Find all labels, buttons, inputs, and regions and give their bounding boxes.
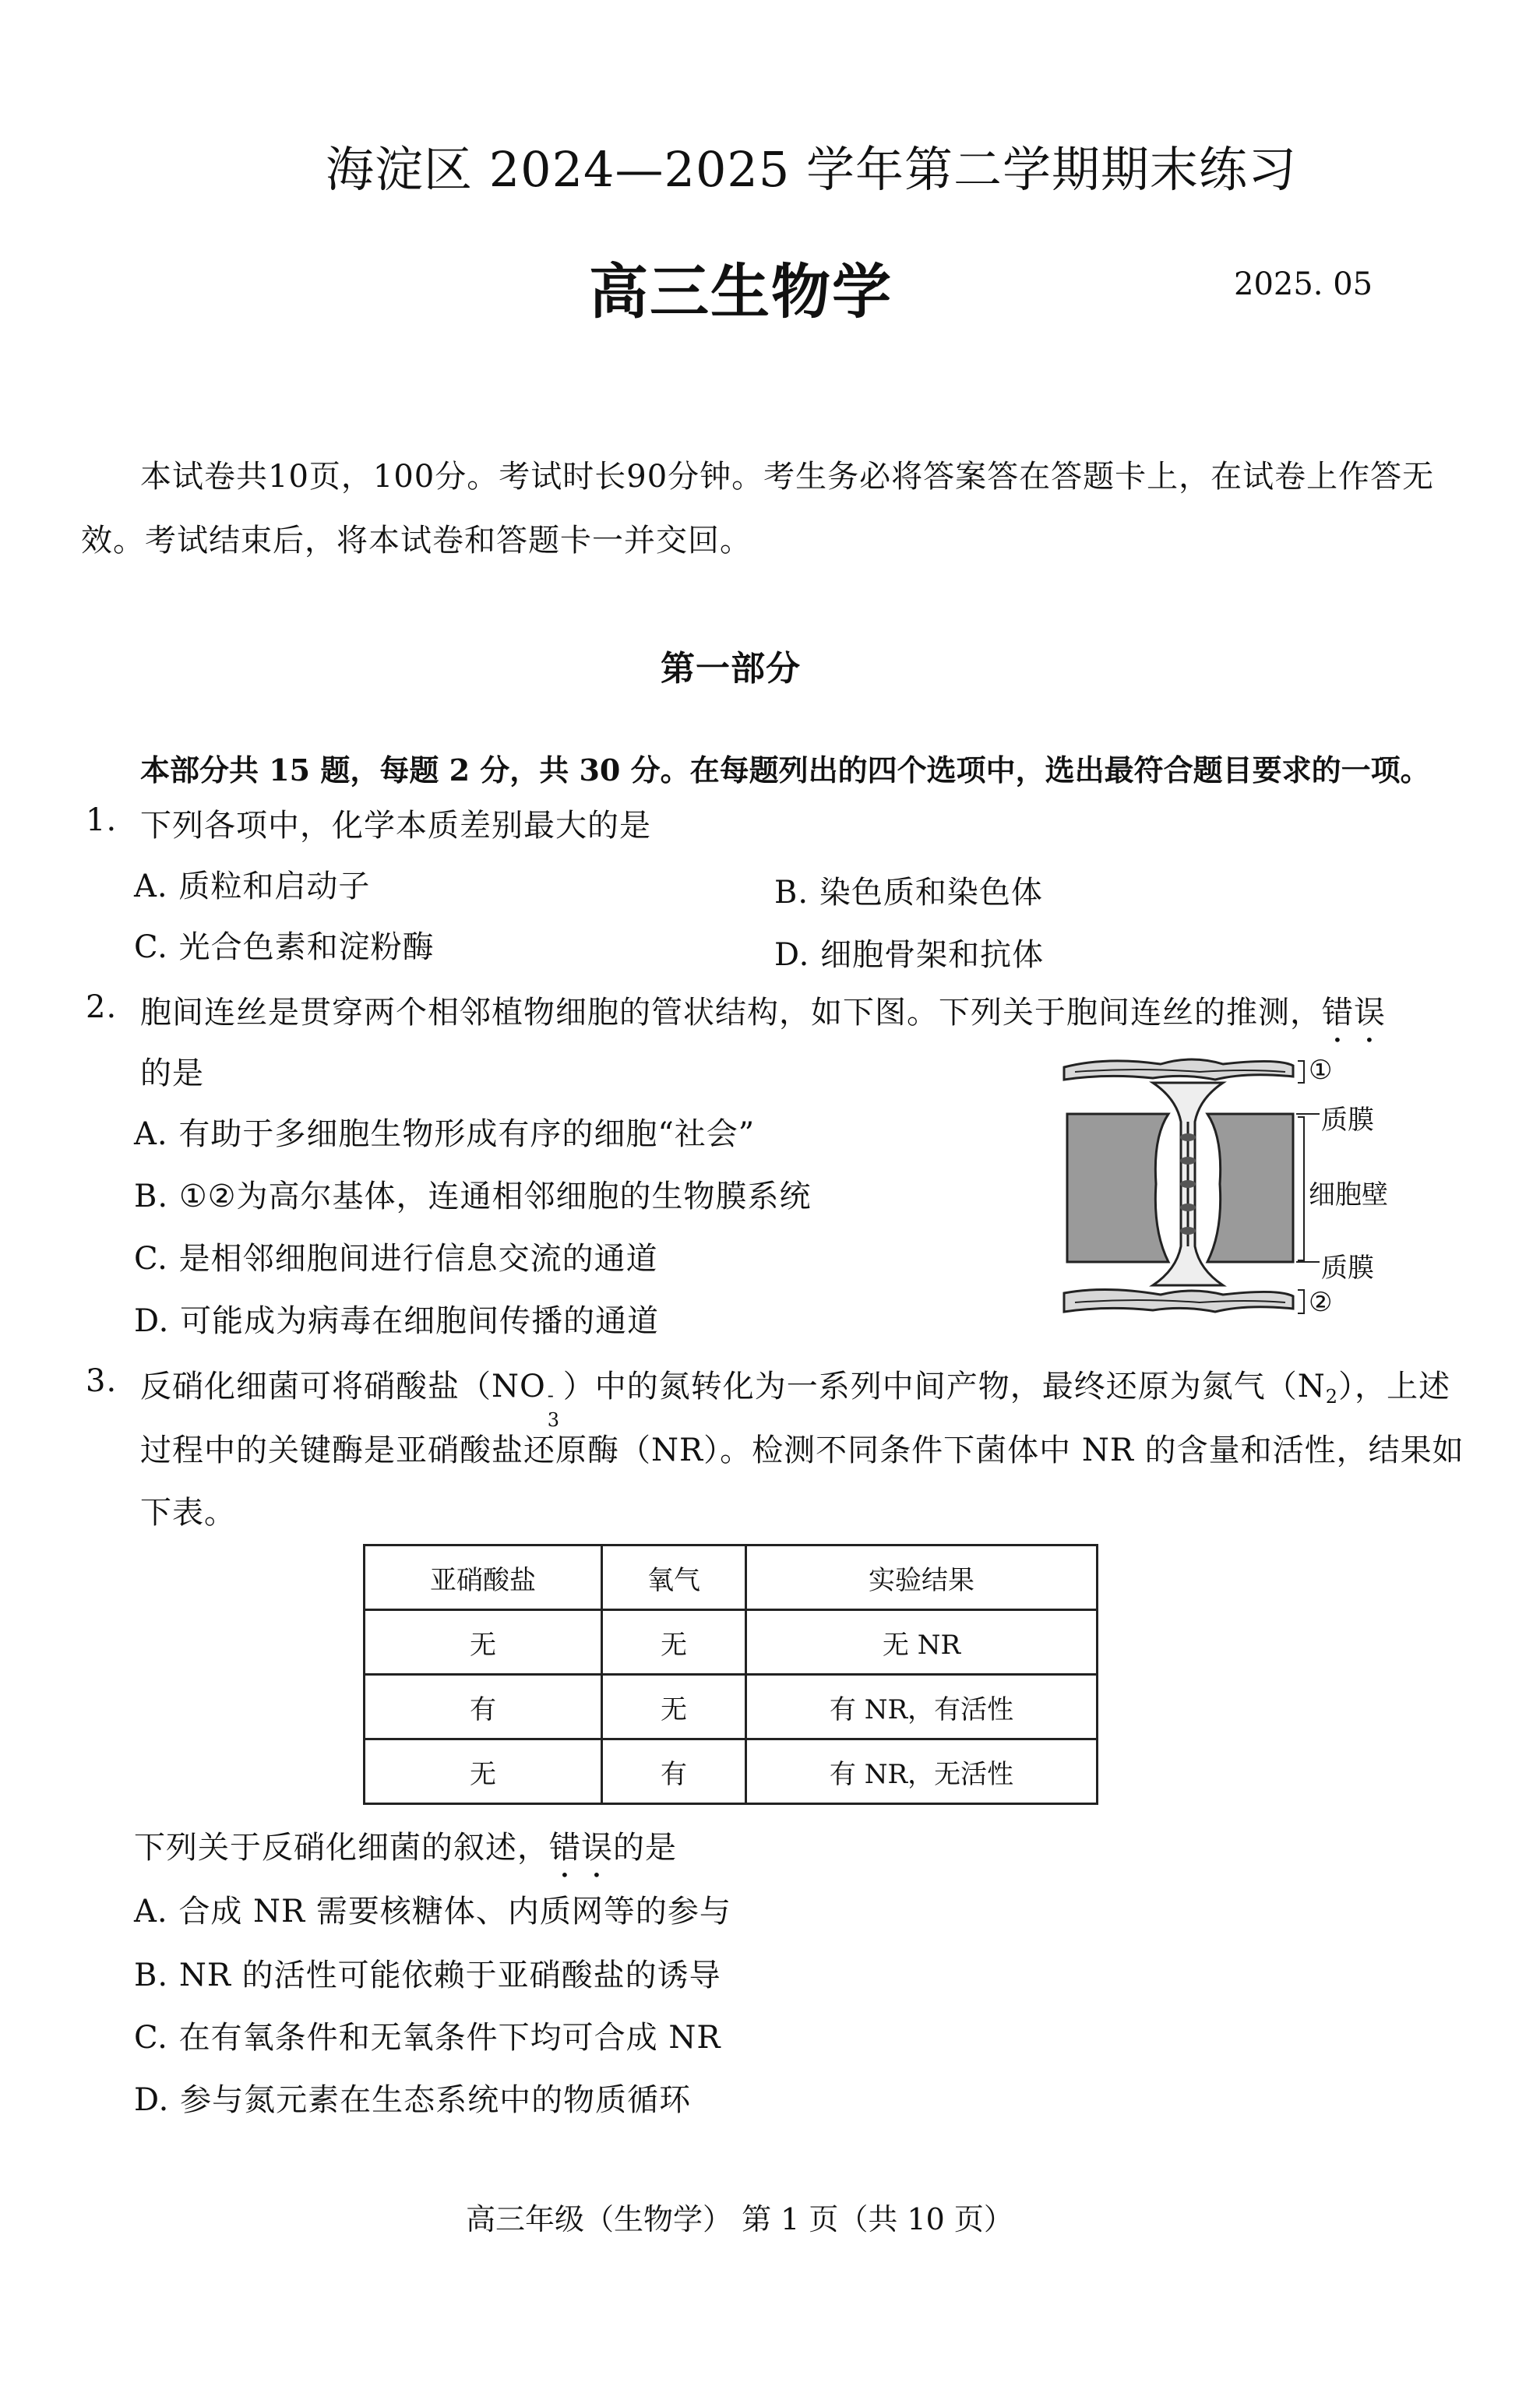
q2-option-d: D. 可能成为病毒在细胞间传播的通道 [134,1303,660,1339]
table-header: 氧气 [602,1545,746,1610]
page-footer: 高三年级（生物学） 第 1 页（共 10 页） [466,2202,1013,2236]
q1-stem: 下列各项中，化学本质差别最大的是 [140,808,651,844]
figure-label-1: ① [1309,1055,1333,1086]
figure-label-2: ② [1309,1287,1333,1318]
table-cell: 无 [365,1739,602,1804]
q3-n2-subscript: 2 [1325,1386,1339,1408]
q2-stem-line2: 的是 [140,1056,204,1091]
q3-stem [134,1823,677,1884]
q2-option-a: A. 有助于多细胞生物形成有序的细胞“社会” [134,1116,756,1152]
q3-stem-text: 下列关于反硝化细菌的叙述， [134,1830,549,1866]
q1-option-d: D. 细胞骨架和抗体 [774,937,1045,973]
q3-line-1a: 反硝化细菌可将硝酸盐（NO [140,1369,546,1404]
q3-nitrate-subscript: 3 [547,1409,561,1431]
q3-number: 3. [86,1363,118,1399]
exam-date: 2025. 05 [1234,266,1373,302]
table-cell: 有 [602,1739,746,1804]
subject-title: 高三生物学 [589,257,893,326]
q1-option-a: A. 质粒和启动子 [134,869,371,904]
q1-option-c: C. 光合色素和淀粉酶 [134,929,435,965]
table-header: 亚硝酸盐 [365,1545,602,1610]
figure-label-membrane-bottom: 质膜 [1321,1253,1374,1284]
q3-line-2: 过程中的关键酶是亚硝酸盐还原酶（NR）。检测不同条件下菌体中 NR 的含量和活性，结果如 [140,1433,1464,1468]
table-cell: 无 NR [746,1610,1098,1675]
part-heading: 第一部分 [661,649,801,689]
q3-option-d: D. 参与氮元素在生态系统中的物质循环 [134,2082,692,2118]
q3-line-3: 下表。 [140,1495,236,1531]
q3-option-c: C. 在有氧条件和无氧条件下均可合成 NR [134,2020,721,2056]
table-cell: 有 NR，有活性 [746,1675,1098,1739]
intro-line-2: 效。考试结束后，将本试卷和答题卡一并交回。 [81,523,752,559]
table-cell: 有 [365,1675,602,1739]
table-row [365,1675,1098,1739]
q1-number: 1. [86,802,118,838]
q2-option-b: B. ①②为高尔基体，连通相邻细胞的生物膜系统 [134,1179,812,1214]
q3-option-a: A. 合成 NR 需要核糖体、内质网等的参与 [134,1894,731,1930]
table-row [365,1739,1098,1804]
q3-stem-end: 的是 [613,1830,677,1866]
figure-label-membrane-top: 质膜 [1321,1105,1374,1136]
exam-title: 海淀区 2024—2025 学年第二学期期末练习 [326,141,1297,198]
q2-stem [140,988,1386,1049]
q2-number: 2. [86,989,118,1025]
table-row [365,1610,1098,1675]
intro-line-1: 本试卷共10页，100分。考试时长90分钟。考生务必将答案答在答题卡上，在试卷上作答无 [140,459,1435,495]
table-cell: 无 [365,1610,602,1675]
part-instructions: 本部分共 15 题，每题 2 分，共 30 分。在每题列出的四个选项中，选出最符合题目要求的一项。 [140,752,1430,788]
q3-option-b: B. NR 的活性可能依赖于亚硝酸盐的诱导 [134,1958,721,1993]
table-header: 实验结果 [746,1545,1098,1610]
q3-line-1c: ），上述 [1338,1369,1451,1404]
table-cell: 有 NR，无活性 [746,1739,1098,1804]
q1-option-b: B. 染色质和染色体 [774,875,1043,911]
q3-line-1 [140,1362,1451,1431]
figure-label-cell-wall: 细胞壁 [1309,1179,1388,1211]
q2-stem-emphasis: 错误 [1322,995,1386,1031]
q3-line-1b: ）中的氮转化为一系列中间产物，最终还原为氮气（N [562,1369,1326,1404]
q2-stem-text: 胞间连丝是贯穿两个相邻植物细胞的管状结构，如下图。下列关于胞间连丝的推测， [140,995,1322,1031]
q3-nitrate-charge: - [547,1384,555,1406]
table-cell: 无 [602,1610,746,1675]
q2-option-c: C. 是相邻细胞间进行信息交流的通道 [134,1241,658,1277]
nr-results-table [363,1544,1098,1805]
table-cell: 无 [602,1675,746,1739]
plasmodesmata-figure [1059,1052,1388,1332]
table-header-row [365,1545,1098,1610]
q3-stem-emphasis: 错误 [549,1830,613,1866]
